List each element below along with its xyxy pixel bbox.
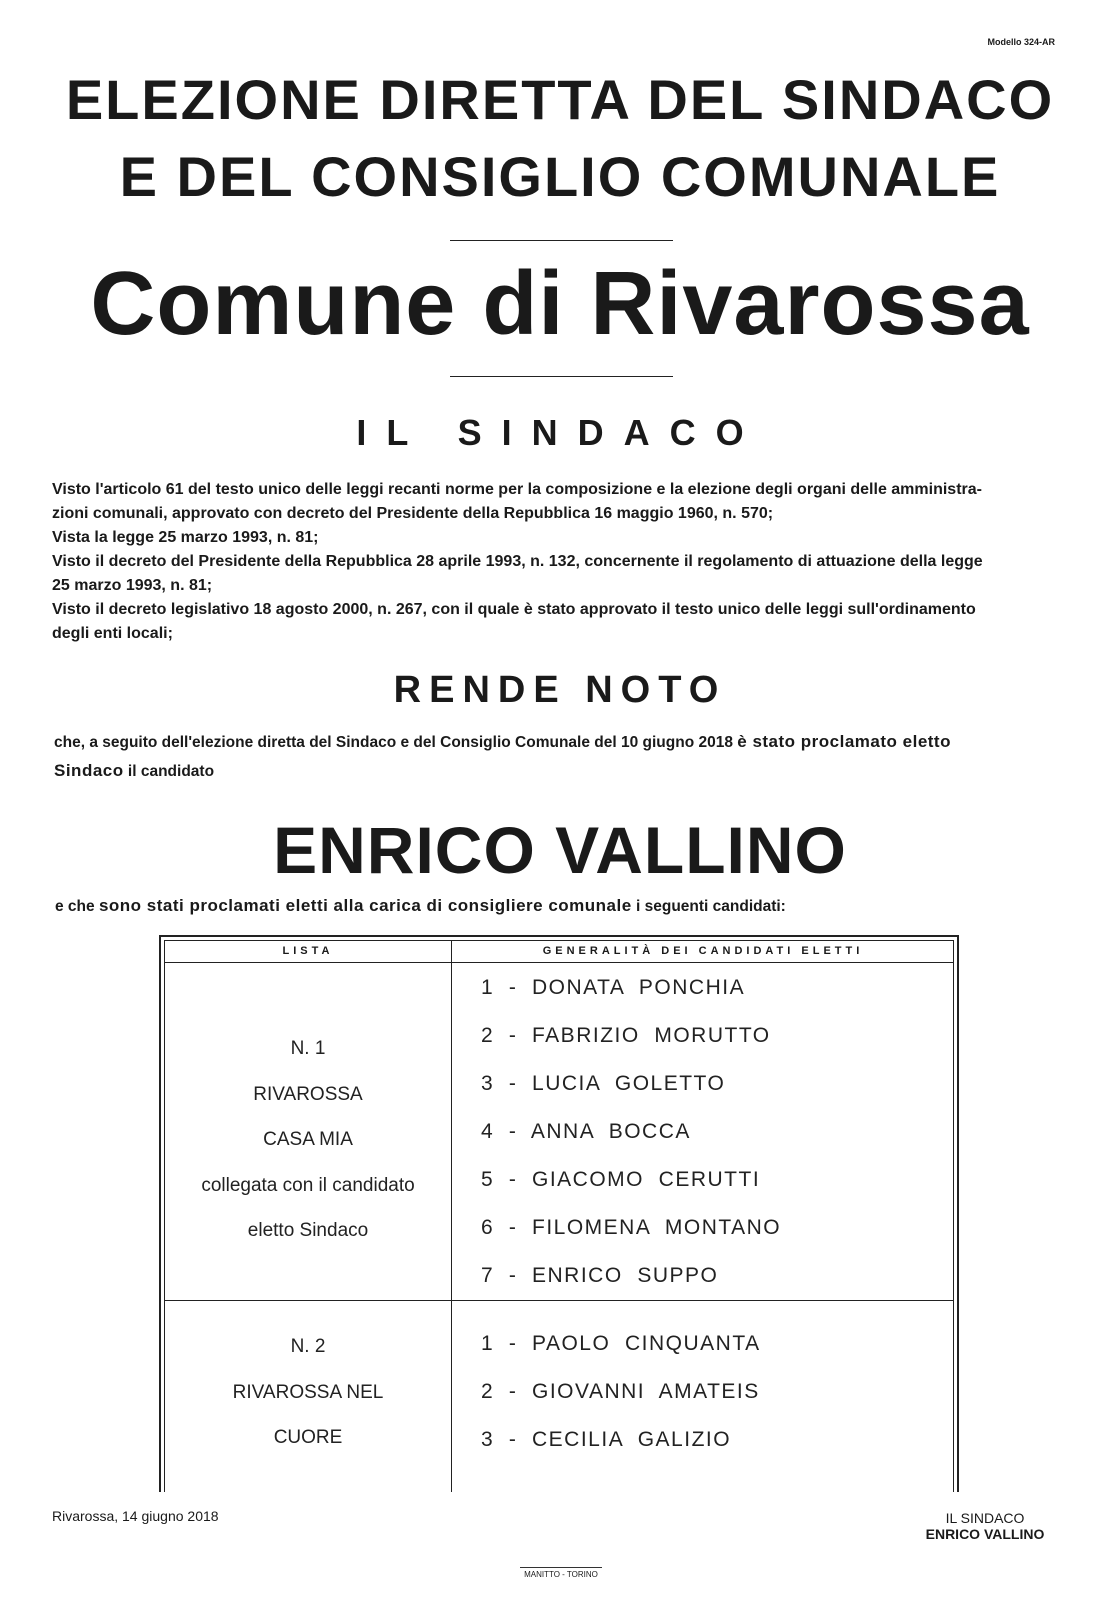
signature-role: IL SINDACO (945, 1510, 1025, 1526)
council-intro-suffix: i seguenti candidati: (631, 898, 786, 915)
printer-credit: MANITTO - TORINO (520, 1567, 602, 1579)
divider-bottom (450, 376, 673, 377)
list-1-description (165, 1026, 451, 1254)
candidate-row: 6 - FILOMENA MONTANO (481, 1216, 782, 1239)
list-1-candidates (481, 964, 951, 1300)
list-line: eletto Sindaco (247, 1220, 369, 1241)
preamble-line: 25 marzo 1993, n. 81; (52, 577, 213, 594)
candidate-row: 1 - DONATA PONCHIA (481, 976, 746, 999)
authority-heading: IL SINDACO (356, 412, 764, 453)
list-2-candidates (481, 1320, 951, 1464)
heading-line-1: ELEZIONE DIRETTA DEL SINDACO (65, 68, 1055, 131)
candidate-row: 3 - LUCIA GOLETTO (481, 1072, 726, 1095)
table-row-divider (164, 1300, 954, 1301)
proclamation-emphasis: è stato proclamato eletto (737, 732, 951, 751)
list-line: CASA MIA (263, 1129, 353, 1150)
list-line: RIVAROSSA NEL (232, 1381, 384, 1403)
list-2-description (165, 1324, 451, 1461)
council-intro (55, 894, 1095, 919)
list-line: RIVAROSSA (253, 1083, 363, 1105)
proclamation-candidate: il candidato (123, 763, 215, 780)
preamble (52, 478, 1082, 646)
list-line: collegata con il candidato (201, 1174, 415, 1196)
column-header-candidati: GENERALITÀ DEI CANDIDATI ELETTI (542, 945, 864, 957)
preamble-line: degli enti locali; (52, 625, 173, 642)
announcement-heading: RENDE NOTO (393, 669, 727, 711)
council-intro-text: e che (55, 898, 99, 915)
divider-top (450, 240, 673, 241)
list-line: CUORE (273, 1427, 343, 1448)
preamble-line: Vista la legge 25 marzo 1993, n. 81; (52, 529, 319, 546)
preamble-line: Visto l'articolo 61 del testo unico delle leggi recanti norme per la composizione e la elezione degli organi delle amministra- (52, 481, 982, 498)
candidate-row: 3 - CECILIA GALIZIO (481, 1428, 732, 1451)
preamble-line: Visto il decreto del Presidente della Repubblica 28 aprile 1993, n. 132, concernente il regolamento di attuazione della legge (52, 553, 983, 570)
proclamation-paragraph (54, 728, 1094, 786)
preamble-line: zioni comunali, approvato con decreto del Presidente della Repubblica 16 maggio 1960, n. 570; (52, 505, 774, 522)
mayor-name: ENRICO VALLINO (273, 813, 847, 887)
candidate-row: 7 - ENRICO SUPPO (481, 1264, 719, 1287)
column-header-lista: LISTA (282, 945, 334, 957)
proclamation-text: che, a seguito dell'elezione diretta del Sindaco e del Consiglio Comunale del 10 giugno 2018 (54, 734, 738, 751)
comune-title: Comune di Rivarossa (90, 254, 1030, 354)
table-header-divider (164, 962, 954, 963)
model-code: Modello 324-AR (987, 37, 1055, 47)
candidate-row: 1 - PAOLO CINQUANTA (481, 1332, 761, 1355)
preamble-line: Visto il decreto legislativo 18 agosto 2000, n. 267, con il quale è stato approvato il testo unico delle leggi sull'ordinamento (52, 601, 976, 618)
signature-name: ENRICO VALLINO (925, 1526, 1045, 1542)
council-intro-emphasis: sono stati proclamati eletti alla carica di consigliere comunale (98, 896, 632, 915)
list-line: N. 1 (290, 1038, 326, 1059)
candidate-row: 4 - ANNA BOCCA (481, 1120, 691, 1143)
candidate-row: 5 - GIACOMO CERUTTI (481, 1168, 761, 1191)
proclamation-sindaco: Sindaco (54, 761, 124, 780)
list-line: N. 2 (290, 1336, 326, 1357)
candidate-row: 2 - GIOVANNI AMATEIS (481, 1380, 760, 1403)
table-column-divider (451, 940, 452, 1492)
heading-line-2: E DEL CONSIGLIO COMUNALE (119, 145, 1001, 208)
candidate-row: 2 - FABRIZIO MORUTTO (481, 1024, 771, 1047)
place-date: Rivarossa, 14 giugno 2018 (52, 1508, 219, 1524)
